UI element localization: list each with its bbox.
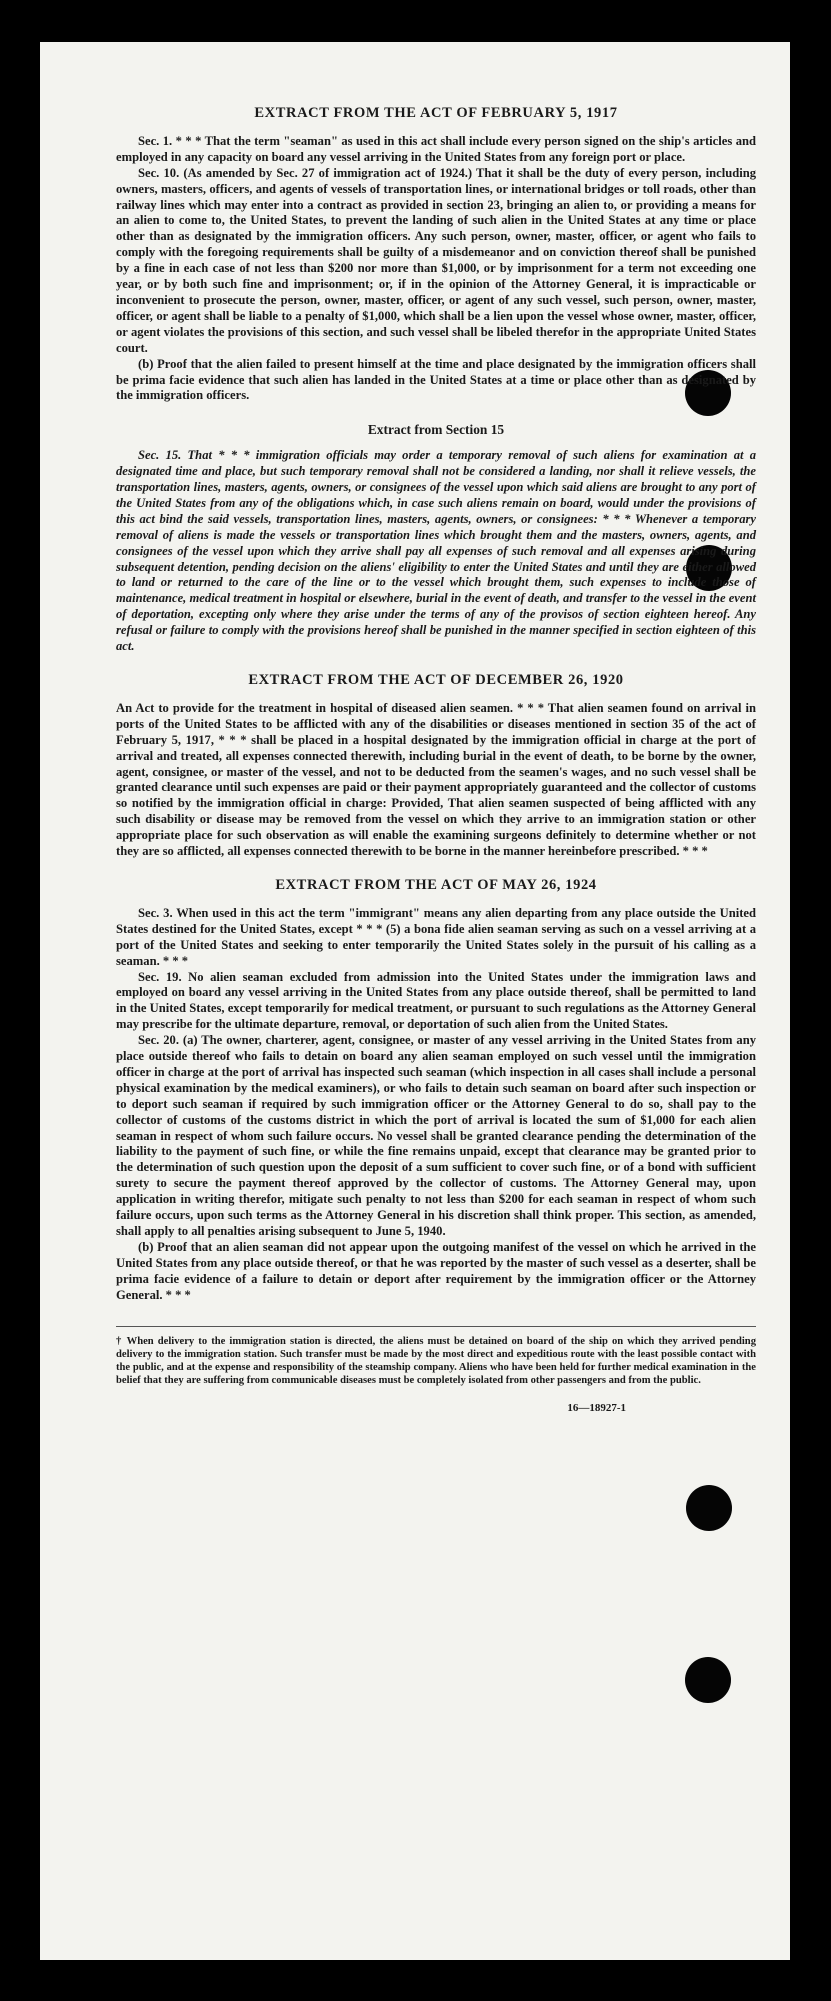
sec-15-paragraph: Sec. 15. That * * * immigration officials may order a temporary removal of such aliens for examination at a designated time and place, but such temporary removal shall not be considered a landing, nor shall it relieve vessels, the transportation lines, masters, agents, owners, or consignees of the vessel upon which said aliens are brought to any port of the United States from any of the obligations which, in case such aliens remain on board, would under the provisions of this act bind the said vessels, transportation lines, masters, agents, owners, or consignees: * * * Whenever a temporary removal of aliens is made the vessels or transportation lines which brought them and the masters, owners, agents, and consignees of the vessel upon which they arrive shall pay all expenses of such removal and all expenses arising during subsequent detention, pending decision on the aliens' eligibility to enter the United States and until they are either allowed to land or returned to the care of the line or to the vessel which brought them, such expenses to include those of maintenance, medical treatment in hospital or elsewhere, burial in the event of death, and transfer to the vessel in the event of deportation, excepting only where they arise under the terms of any of the provisos of section eighteen hereof. Any refusal or failure to comply with the provisions hereof shall be punished in the manner specified in section eighteen of this act. xyxy=(116,448,756,654)
act-1920-section xyxy=(116,673,756,860)
punch-hole-3 xyxy=(686,1485,732,1531)
sec-3-paragraph: Sec. 3. When used in this act the term "immigrant" means any alien departing from any place outside the United States destined for the United States, except * * * (5) a bona fide alien seaman serving as such on a vessel arriving at a port of the United States and seeking to enter temporarily the United States solely in the pursuit of his calling as a seaman. * * * xyxy=(116,905,756,968)
sec-10-b-paragraph: (b) Proof that the alien failed to present himself at the time and place designated by the immigration officers shall be prima facie evidence that such alien has landed in the United States at a time or place other than as designated by the immigration officers. xyxy=(116,356,756,403)
act-1920-heading: EXTRACT FROM THE ACT OF DECEMBER 26, 1920 xyxy=(248,672,624,688)
act-1917-heading: EXTRACT FROM THE ACT OF FEBRUARY 5, 1917 xyxy=(254,105,618,121)
sec-20-a-paragraph: Sec. 20. (a) The owner, charterer, agent, consignee, or master of any vessel arriving in the United States from any place outside thereof who fails to detain on board any alien seaman employed on such vessel until the immigration officer in charge at the port of arrival has inspected such seaman (which inspection in all cases shall include a personal physical examination by the medical examiners), or who fails to detain such seaman on board after such inspection or to deport such seaman if required by such immigration officer or the Attorney General to do so, shall pay to the collector of customs of the customs district in which the port of arrival is located the sum of $1,000 for each alien seaman in respect of whom such failure occurs. No vessel shall be granted clearance pending the determination of the liability to the payment of such fine, or while the fine remains unpaid, except that clearance may be granted prior to the determination of such question upon the deposit of a sum sufficient to cover such fine, or of a bond with sufficient surety to secure the payment thereof approved by the collector of customs. The Attorney General may, upon application in writing therefor, mitigate such penalty to not less than $200 for each seaman in respect of whom such failure occurs, upon such terms as the Attorney General in his discretion shall think proper. This section, as amended, shall apply to all penalties arising subsequent to June 5, 1940. xyxy=(116,1033,756,1238)
footnote: † When delivery to the immigration station is directed, the aliens must be detained on board of the ship on which they arrived pending delivery to the immigration station. Such transfer must be made by the most direct and expeditious route with the least possible contact with the public, and at the expense and responsibility of the steamship company. Aliens who have been held for further medical examination in the belief that they are suffering from communicable diseases must be completely isolated from other passengers and from the public. xyxy=(116,1326,756,1388)
document-page xyxy=(40,42,790,1960)
sec-19-paragraph: Sec. 19. No alien seaman excluded from admission into the United States under the immigration laws and employed on board any vessel arriving in the United States from any place outside thereof, shall be permitted to land in the United States, except temporarily for medical treatment, or pursuant to such regulations as the Attorney General may prescribe for the ultimate departure, removal, or deportation of such alien from the United States. xyxy=(116,969,756,1032)
sec-10-paragraph: Sec. 10. (As amended by Sec. 27 of immigration act of 1924.) That it shall be the duty of every person, including owners, masters, officers, and agents of vessels of transportation lines, or international bridges or toll roads, other than railway lines which may enter into a contract as provided in section 23, bringing an alien to, or providing a means for an alien to come to, the United States, to prevent the landing of such alien in the United States at any time or place other than as designated by the immigration officers. Any such person, owner, master, officer, or agent who fails to comply with the foregoing requirements shall be guilty of a misdemeanor and on conviction thereof shall be punished by a fine in each case of not less than $200 nor more than $1,000, or by imprisonment for a term not exceeding one year, or by both such fine and imprisonment; or, if in the opinion of the Attorney General, it is impracticable or inconvenient to prosecute the person, owner, master, officer, or agent of any such vessel, such person, owner, master, officer, or agent shall be liable to a penalty of $1,000, which shall be a lien upon the vessel whose owner, master, officer, or agent violates the provisions of this section, and such vessel shall be libeled therefor in the appropriate United States court. xyxy=(116,165,756,355)
sec-1-paragraph: Sec. 1. * * * That the term "seaman" as used in this act shall include every person signed on the ship's articles and employed in any capacity on board any vessel arriving in the United States from any foreign port or place. xyxy=(116,133,756,164)
document-body xyxy=(116,106,756,1417)
section-15-section xyxy=(116,422,756,655)
act-1920-paragraph: An Act to provide for the treatment in hospital of diseased alien seamen. * * * That alien seamen found on arrival in ports of the United States to be afflicted with any of the disabilities or diseases mentioned in section 35 of the act of February 5, 1917, * * * shall be placed in a hospital designated by the immigration official in charge at the port of arrival and treated, all expenses connected therewith, including burial in the event of death, to be borne by the owner, agent, consignee, or master of the vessel, and not to be deducted from the seamen's wages, and no such vessel shall be granted clearance until such expenses are paid or their payment appropriately guaranteed and the collector of customs so notified by the immigration official in charge: Provided, That alien seamen suspected of being afflicted with any such disability or disease may be removed from the vessel on which they arrive to an immigration station or other appropriate place for such observation as will enable the examining surgeons definitely to determine whether or not they are so afflicted, all expenses connected therewith to be borne in the manner hereinbefore prescribed. * * * xyxy=(116,700,756,859)
act-1924-section xyxy=(116,878,756,1304)
act-1917-section xyxy=(116,106,756,404)
sec-20-b-paragraph: (b) Proof that an alien seaman did not appear upon the outgoing manifest of the vessel on which he arrived in the United States from any place outside thereof, or that he was reported by the master of such vessel as a deserter, shall be prima facie evidence of a failure to detain or deport after requirement by the immigration officer or the Attorney General. * * * xyxy=(116,1239,756,1302)
form-number: 16—18927-1 xyxy=(567,1402,626,1415)
section-15-heading: Extract from Section 15 xyxy=(367,422,505,438)
act-1924-heading: EXTRACT FROM THE ACT OF MAY 26, 1924 xyxy=(275,876,597,893)
punch-hole-4 xyxy=(685,1657,731,1703)
